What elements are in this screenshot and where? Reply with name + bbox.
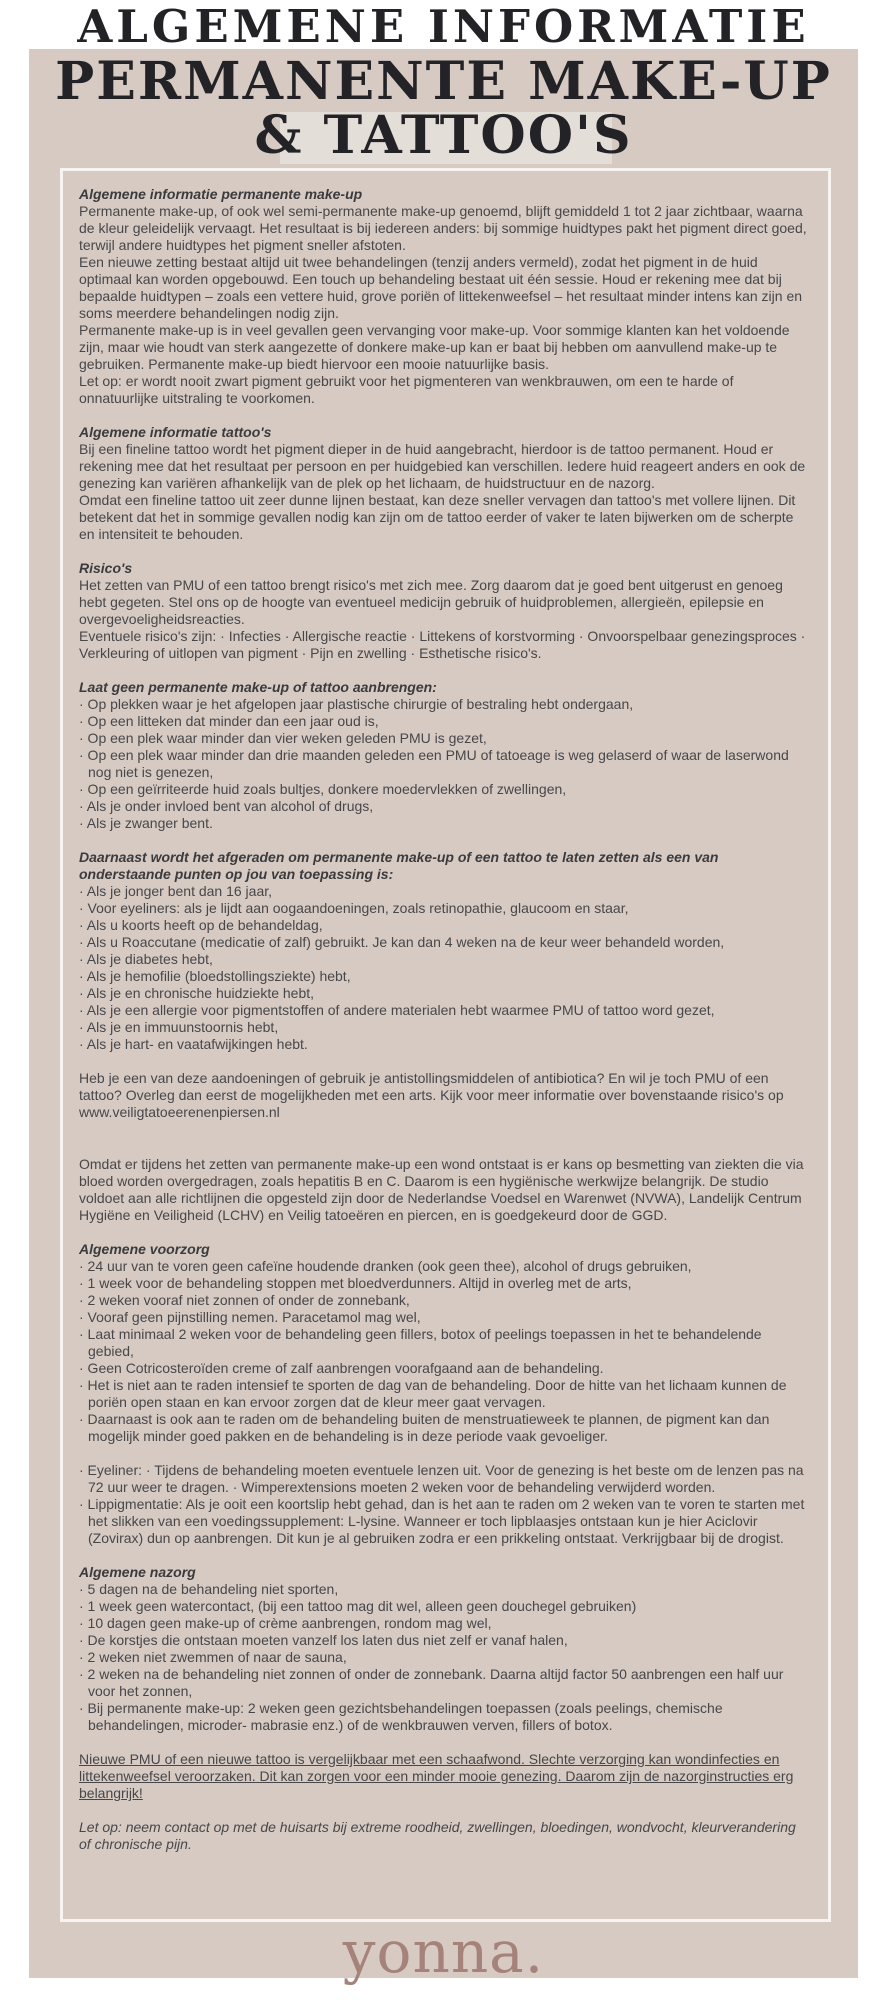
bullet-item: · Op een plek waar minder dan vier weken geleden PMU is gezet,: [79, 730, 487, 746]
bullet-item: · Het is niet aan te raden intensief te sporten de dag van de behandeling. Door de hitte van het lichaam kunnen de poriën open staan en kan ervoor zorgen dat de kleur meer gaat vervagen.: [79, 1377, 787, 1410]
spacer: [79, 832, 808, 849]
spacer: [79, 662, 808, 679]
bullet-item: · Voor eyeliners: als je lijdt aan oogaandoeningen, zoals retinopathie, glaucoom en staar,: [79, 900, 629, 916]
spacer: [79, 1734, 808, 1751]
bullet-item: · De korstjes die ontstaan moeten vanzelf los laten dus niet zelf er vanaf halen,: [79, 1632, 568, 1648]
bullet-item: · Op een litteken dat minder dan een jaar oud is,: [79, 713, 379, 729]
section-heading: Laat geen permanente make-up of tattoo aanbrengen:: [79, 679, 437, 695]
paragraph: Omdat een fineline tattoo uit zeer dunne lijnen bestaat, kan deze sneller vervagen dan tattoo's met vollere lijnen. Dit betekent dat het in sommige gevallen nodig kan zijn om de tattoo eerder of vaker te laten bijwerken om de scherpte en intensiteit te behouden.: [79, 492, 796, 542]
page-title-line-1: ALGEMENE INFORMATIE: [77, 0, 810, 53]
section-heading: Risico's: [79, 560, 133, 576]
paragraph-underlined: Nieuwe PMU of een nieuwe tattoo is vergelijkbaar met een schaafwond. Slechte verzorging kan wondinfecties en littekenweefsel veroorzaken. Dit kan zorgen voor een minder mooie genezing. Daarom zijn de nazorginstructies erg belangrijk!: [79, 1751, 794, 1801]
bullet-item: · Geen Cotricosteroïden creme of zalf aanbrengen voorafgaand aan de behandeling.: [79, 1360, 604, 1376]
bullet-item: · Op een geïrriteerde huid zoals bultjes, donkere moedervlekken of zwellingen,: [79, 781, 567, 797]
brand-logo: yonna.: [342, 1918, 545, 1986]
bullet-item: · Daarnaast is ook aan te raden om de behandeling buiten de menstruatieweek te plannen, de pigment kan dan mogelijk minder goed pakken en de behandeling is in deze periode vaak gevoeliger.: [79, 1411, 770, 1444]
bullet-item: · Als je hemofilie (bloedstollingsziekte) hebt,: [79, 968, 351, 984]
spacer: [79, 1802, 808, 1819]
paragraph: Let op: er wordt nooit zwart pigment gebruikt voor het pigmenteren van wenkbrauwen, om een te harde of onnatuurlijke uitstraling te voorkomen.: [79, 373, 734, 406]
bullet-item: · 24 uur van te voren geen cafeïne houdende dranken (ook geen thee), alcohol of drugs gebruiken,: [79, 1258, 692, 1274]
section-heading: Daarnaast wordt het afgeraden om permanente make-up of een tattoo te laten zetten als een van onderstaande punten op jou van toepassing is:: [79, 849, 719, 882]
paragraph: Permanente make-up, of ook wel semi-permanente make-up genoemd, blijft gemiddeld 1 tot 2 jaar zichtbaar, waarna de kleur geleidelijk vervaagt. Het resultaat is bij iedereen anders: bij sommige huidtypes pakt het pigment direct goed, terwijl andere huidtypes het pigment sneller afstoten.: [79, 203, 807, 253]
section-heading: Algemene nazorg: [79, 1564, 196, 1580]
paragraph-note: Let op: neem contact op met de huisarts bij extreme roodheid, zwellingen, bloedingen, wondvocht, kleurverandering of chronische pijn.: [79, 1819, 796, 1852]
bullet-item: · Als u Roaccutane (medicatie of zalf) gebruikt. Je kan dan 4 weken na de keur weer behandeld worden,: [79, 934, 725, 950]
section-heading: Algemene voorzorg: [79, 1241, 210, 1257]
content-box: [60, 168, 831, 1922]
bullet-item: · 2 weken na de behandeling niet zonnen of onder de zonnebank. Daarna altijd factor 50 aanbrengen een half uur voor het zonnen,: [79, 1666, 784, 1699]
bullet-item: · Laat minimaal 2 weken voor de behandeling geen fillers, botox of peelings toepassen in het te behandelende gebied,: [79, 1326, 762, 1359]
paragraph: Permanente make-up is in veel gevallen geen vervanging voor make-up. Voor sommige klanten kan het voldoende zijn, maar wie houdt van sterk aangezette of donkere make-up kan er baat bij hebben om aanvullend make-up te gebruiken. Permanente make-up biedt hiervoor een mooie natuurlijke basis.: [79, 322, 790, 372]
bullet-item: · 2 weken vooraf niet zonnen of onder de zonnebank,: [79, 1292, 410, 1308]
bullet-item: · Als je diabetes hebt,: [79, 951, 213, 967]
spacer: [79, 1121, 808, 1156]
spacer: [79, 1445, 808, 1462]
spacer: [79, 1224, 808, 1241]
paragraph: Bij een fineline tattoo wordt het pigment dieper in de huid aangebracht, hierdoor is de tattoo permanent. Houd er rekening mee dat het resultaat per persoon en per huidgebied kan verschillen. Iedere huid reageert anders en ook de genezing kan variëren afhankelijk van de plek op het lichaam, de huidstructuur en de nazorg.: [79, 441, 806, 491]
bullet-item: · Als je onder invloed bent van alcohol of drugs,: [79, 798, 374, 814]
paragraph: Heb je een van deze aandoeningen of gebruik je antistollingsmiddelen of antibiotica? En wil je toch PMU of een tattoo? Overleg dan eerst de mogelijkheden met een arts. Kijk voor meer informatie over bovenstaande risico's op www.veiligtatoeerenenpiersen.nl: [79, 1070, 784, 1120]
bullet-item: · Op plekken waar je het afgelopen jaar plastische chirurgie of bestraling hebt ondergaan,: [79, 696, 634, 712]
bullet-item: · Als je zwanger bent.: [79, 815, 213, 831]
bullet-item: · Als je hart- en vaatafwijkingen hebt.: [79, 1036, 308, 1052]
bullet-item: · Bij permanente make-up: 2 weken geen gezichtsbehandelingen toepassen (zoals peelings, chemische behandelingen, microder- mabrasie enz.) of de wenkbrauwen verven, fillers of botox.: [79, 1700, 723, 1733]
paragraph: Het zetten van PMU of een tattoo brengt risico's met zich mee. Zorg daarom dat je goed bent uitgerust en genoeg hebt gegeten. Stel ons op de hoogte van eventueel medicijn gebruik of huidproblemen, allergieën, epilepsie en overgevoeligheidsreacties.: [79, 577, 783, 627]
document-body: [79, 186, 808, 1853]
bullet-item: · 1 week voor de behandeling stoppen met bloedverdunners. Altijd in overleg met de arts,: [79, 1275, 632, 1291]
bullet-item: · 10 dagen geen make-up of crème aanbrengen, rondom mag wel,: [79, 1615, 492, 1631]
paragraph: Eventuele risico's zijn: · Infecties · Allergische reactie · Littekens of korstvorming · Onvoorspelbaar genezingsproces · Verkleuring of uitlopen van pigment · Pijn en zwelling · Esthetische risico's.: [79, 628, 806, 661]
spacer: [79, 1053, 808, 1070]
bullet-item: · Als je een allergie voor pigmentstoffen of andere materialen hebt waarmee PMU of tattoo word gezet,: [79, 1002, 715, 1018]
bullet-item: · Eyeliner: · Tijdens de behandeling moeten eventuele lenzen uit. Voor de genezing is het beste om de lenzen pas na 72 uur weer te dragen. · Wimperextensions moeten 2 weken voor de behandeling verwijderd worden.: [79, 1462, 804, 1495]
page-title-line-2: PERMANENTE MAKE-UP: [55, 51, 832, 112]
bullet-item: · Vooraf geen pijnstilling nemen. Paracetamol mag wel,: [79, 1309, 421, 1325]
bullet-item: · Op een plek waar minder dan drie maanden geleden een PMU of tatoeage is weg gelaserd of waar de laserwond nog niet is genezen,: [79, 747, 789, 780]
bullet-item: · 2 weken niet zwemmen of naar de sauna,: [79, 1649, 347, 1665]
paragraph: Omdat er tijdens het zetten van permanente make-up een wond ontstaat is er kans op besmetting van ziekten die via bloed worden overgedragen, zoals hepatitis B en C. Daarom is een hygiënische werkwijze belangrijk. De studio voldoet aan alle richtlijnen die opgesteld zijn door de Nederlandse Voedsel en Warenwet (NVWA), Landelijk Centrum Hygiëne en Veiligheid (LCHV) en Veilig tatoeëren en piercen, en is goedgekeurd door de GGD.: [79, 1156, 804, 1223]
bullet-item: · Als je jonger bent dan 16 jaar,: [79, 883, 273, 899]
bullet-item: · Als je en chronische huidziekte hebt,: [79, 985, 315, 1001]
spacer: [79, 543, 808, 560]
spacer: [79, 407, 808, 424]
section-heading: Algemene informatie tattoo's: [79, 424, 272, 440]
bullet-item: · Als je en immuunstoornis hebt,: [79, 1019, 279, 1035]
section-heading: Algemene informatie permanente make-up: [79, 186, 363, 202]
bullet-item: · Lippigmentatie: Als je ooit een koortslip hebt gehad, dan is het aan te raden om 2 weken van te voren te starten met het slikken van een voedingssupplement: L-lysine. Wanneer er toch lipblaasjes ontstaan kun je hier Aciclovir (Zovirax) dun op aanbrengen. Dit kun je al gebruiken zodra er een prikkeling ontstaat. Verkrijgbaar bij de drogist.: [79, 1496, 805, 1546]
spacer: [79, 1547, 808, 1564]
paragraph: Een nieuwe zetting bestaat altijd uit twee behandelingen (tenzij anders vermeld), zodat het pigment in de huid optimaal kan worden opgebouwd. Een touch up behandeling bestaat uit één sessie. Houd er rekening mee dat bij bepaalde huidtypen – zoals een vettere huid, grove poriën of littekenweefsel – het resultaat minder intens kan zijn en soms meerdere behandelingen nodig zijn.: [79, 254, 803, 321]
page-title-line-3: & TATTOO'S: [254, 105, 633, 166]
bullet-item: · 5 dagen na de behandeling niet sporten,: [79, 1581, 339, 1597]
bullet-item: · Als u koorts heeft op de behandeldag,: [79, 917, 323, 933]
bullet-item: · 1 week geen watercontact, (bij een tattoo mag dit wel, alleen geen douchegel gebruiken): [79, 1598, 637, 1614]
